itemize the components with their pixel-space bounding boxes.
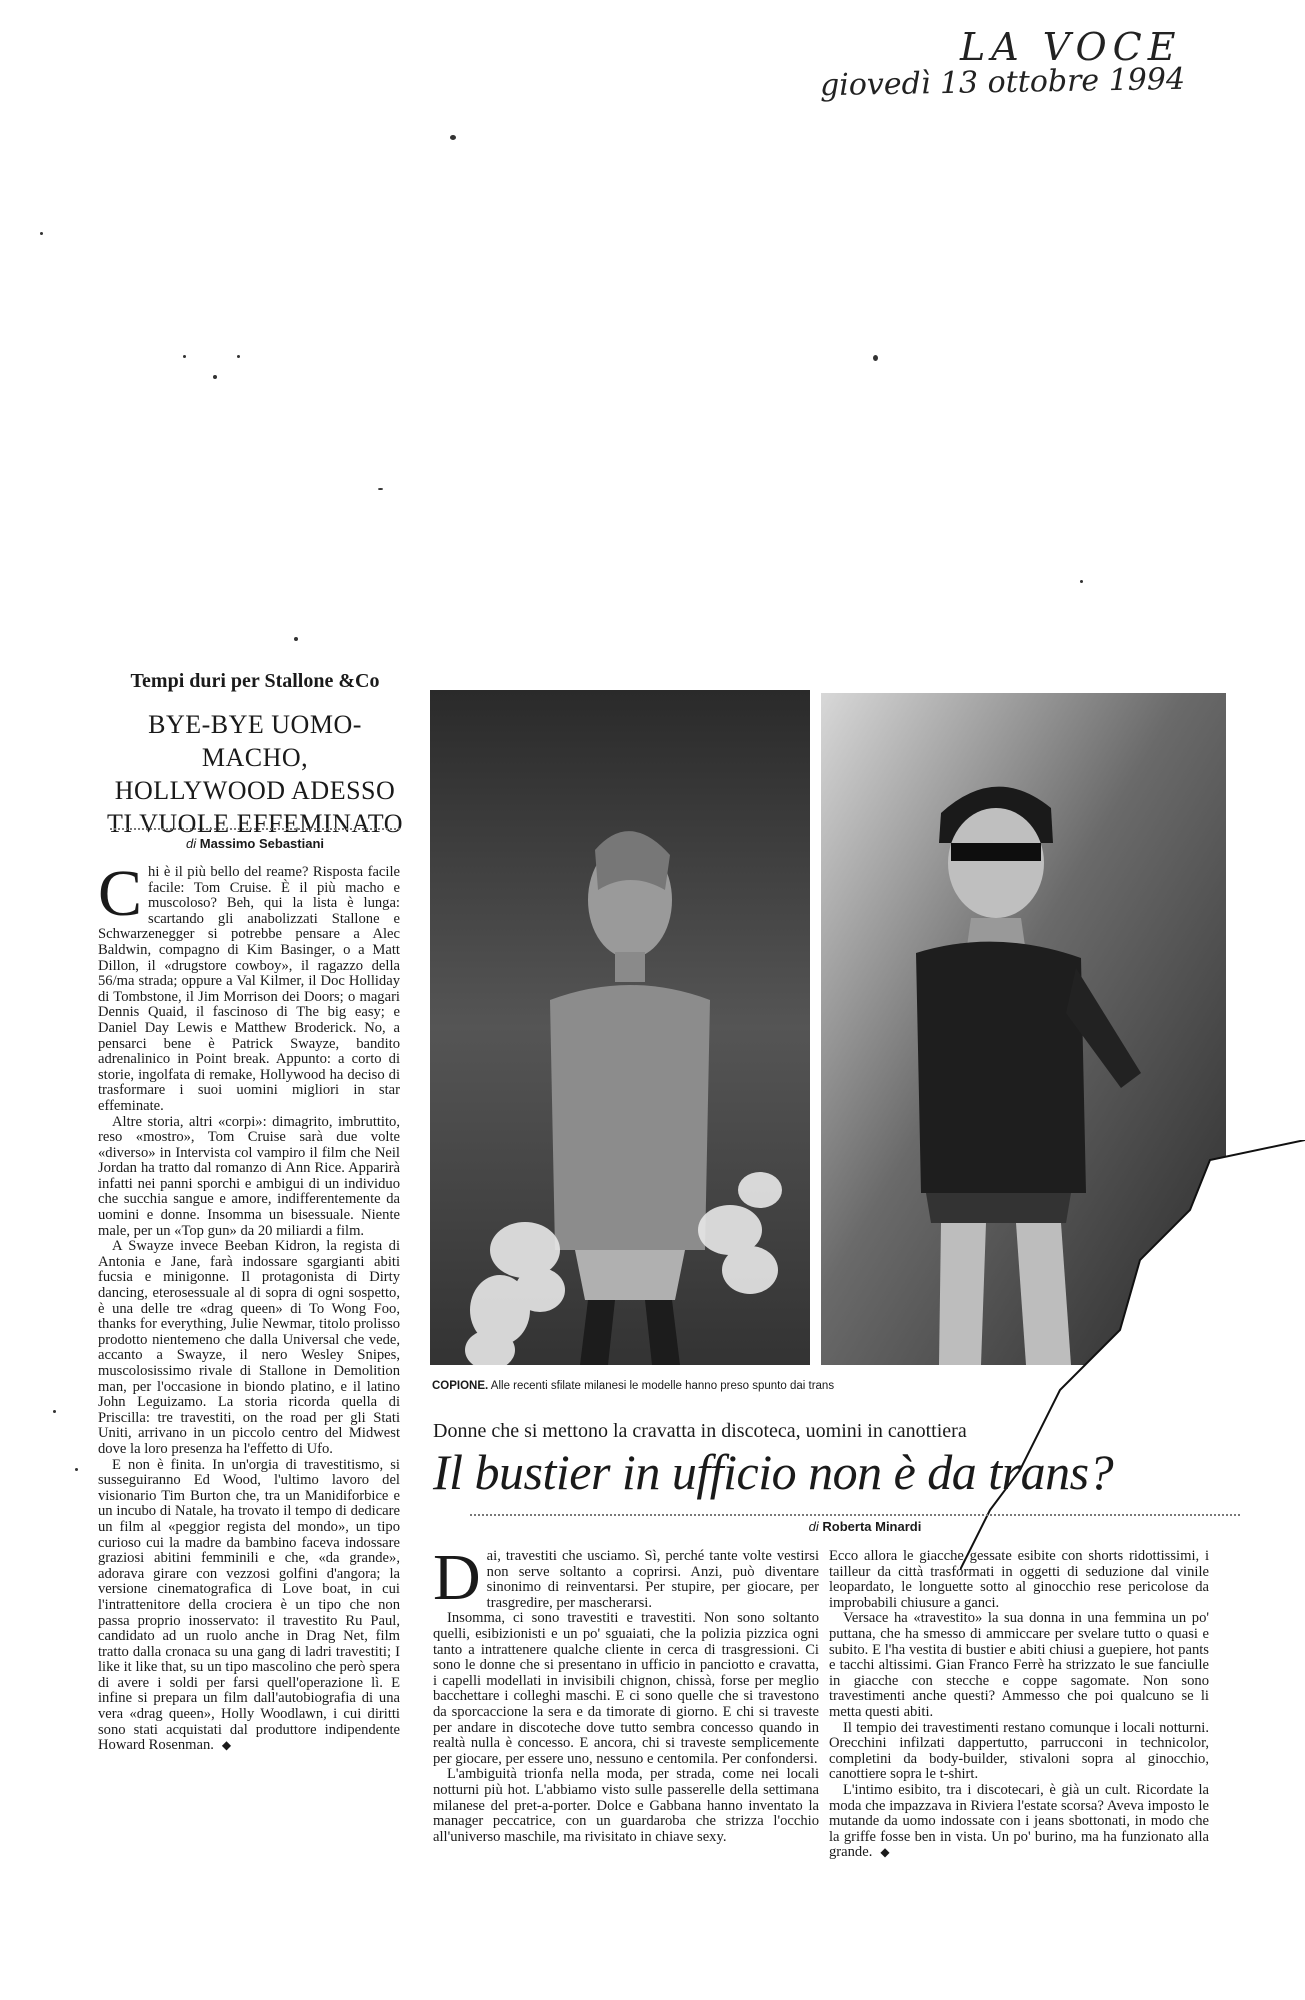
paragraph-text: ai, travestiti che usciamo. Sì, perché tante volte vestirsi non serve soltanto a coprirsi. Anzi, può diventare sinonimo di reinventarsi. Per stupire, per giocare, per trasgredire, per mascherarsi. bbox=[486, 1548, 819, 1611]
scan-speck bbox=[183, 355, 186, 358]
drop-cap: C bbox=[98, 857, 143, 930]
photo-caption bbox=[432, 1380, 1192, 1392]
handwritten-newspaper-name: LA VOCE bbox=[960, 25, 1182, 69]
byline-prefix: di bbox=[808, 1519, 819, 1534]
end-mark: ◆ bbox=[880, 1845, 890, 1860]
right-article-kicker: Donne che si mettono la cravatta in discoteca, uomini in canottiera bbox=[433, 1420, 967, 1442]
body-paragraph: Insomma, ci sono travestiti e travestiti. Non sono soltanto quelli, esibizionisti e un po' sguaiati, che la polizia pizzica ogni tanto a intrattenere qualche cliente in cerca di trasgressioni. Ci sono le donne che si presentano in ufficio in panciotto e cravatta, i capelli modellati in invisibili chignon, chissà, forse per meglio bacchettare i colleghi maschi. E ci sono quelle che si travestono da sporcaccione la sera e da timorate di giorno. E chi si traveste per andare in discoteche dove tutto sembra concesso quando in realtà nulla è concesso. E ancora, chi si traveste semplicemente per giocare, per essere uno, nessuno e centomila. Per confondersi. bbox=[433, 1610, 819, 1767]
paragraph-text: L'intimo esibito, tra i discotecari, è già un cult. Ricordate la moda che impazzava in Riviera l'estate scorsa? Aveva imposto le mutande da uomo indossate con i jeans sbottonati, in modo che la griffe fosse ben in vista. Un po' burino, ma ha funzionato alla grande. bbox=[829, 1781, 1209, 1861]
body-paragraph: A Swayze invece Beeban Kidron, la regista di Antonia e Jane, farà indossare sgargianti abiti fucsia e minigonne. Il protagonista di Dirty dancing, eterosessuale al di sopra di ogni sospetto, è una delle tre «drag queen» di To Wong Foo, thanks for everything, Julie Newmar, titolo prolisso prodotto nientemeno che dalla Universal che vede, accanto a Swayze, il nero Wesley Snipes, muscolosissimo rivale di Stallone in Demolition man, per l'occasione in biondo platino, e il latino John Leguizamo. La storia ricorda quella di Priscilla: tre travestiti, on the road per gli Stati Uniti, arrivano in un piccolo centro del Midwest dove la loro presenza ha l'effetto di Ufo. bbox=[98, 1238, 400, 1457]
scan-speck bbox=[75, 1468, 78, 1471]
right-article-column-1 bbox=[433, 1541, 819, 1845]
headline-line: BYE-BYE UOMO-MACHO, bbox=[148, 710, 362, 772]
body-paragraph: Il tempio dei travestimenti restano comunque i locali notturni. Orecchini infilzati dappertutto, parrucconi in technicolor, completini da body-builder, stivaloni sopra al ginocchio, canottiere sopra le t-shirt. bbox=[829, 1719, 1209, 1783]
headline-line: TI VUOLE EFFEMINATO bbox=[107, 809, 403, 838]
body-paragraph bbox=[98, 1458, 400, 1754]
body-paragraph bbox=[829, 1783, 1209, 1861]
body-paragraph bbox=[98, 857, 400, 1115]
dotted-rule bbox=[470, 1514, 1240, 1516]
scan-speck bbox=[378, 488, 383, 490]
scan-speck bbox=[450, 135, 456, 140]
scan-speck bbox=[40, 232, 43, 235]
right-article-headline: Il bustier in ufficio non è da trans? bbox=[433, 1444, 1114, 1500]
scan-speck bbox=[213, 375, 217, 379]
scan-speck bbox=[294, 637, 298, 641]
scan-speck bbox=[873, 355, 878, 361]
right-article-byline bbox=[700, 1519, 1030, 1534]
runway-photo-model-feather-boa bbox=[430, 690, 810, 1365]
dotted-rule bbox=[110, 828, 400, 830]
body-paragraph bbox=[433, 1541, 819, 1614]
left-article-kicker: Tempi duri per Stallone &Co bbox=[130, 670, 380, 692]
caption-label: COPIONE. bbox=[432, 1380, 489, 1392]
scan-speck bbox=[237, 355, 240, 358]
drop-cap: D bbox=[433, 1541, 481, 1614]
end-mark: ◆ bbox=[221, 1738, 232, 1753]
scan-speck bbox=[1080, 580, 1083, 583]
caption-text: Alle recenti sfilate milanesi le modelle hanno preso spunto dai trans bbox=[490, 1380, 835, 1392]
handwritten-date: giovedì 13 ottobre 1994 bbox=[819, 61, 1186, 104]
byline-author: Massimo Sebastiani bbox=[199, 836, 325, 851]
scan-speck bbox=[53, 1410, 56, 1413]
body-paragraph: Altre storia, altri «corpi»: dimagrito, imbruttito, reso «mostro», Tom Cruise sarà due volte «diverso» in Intervista col vampiro il film che Neil Jordan ha tratto dal romanzo di Ann Rice. Apparirà infatti nei panni sporchi e ambigui di un individuo che succhia sangue e amore, indifferentemente da uomini e donne. Insomma un bisessuale. Niente male, per un «Top gun» da 20 miliardi a film. bbox=[98, 1113, 400, 1239]
byline-author: Roberta Minardi bbox=[822, 1519, 922, 1534]
headline-line: HOLLYWOOD ADESSO bbox=[114, 776, 396, 805]
body-paragraph: Versace ha «travestito» la sua donna in una femmina un po' puttana, che ha smesso di ammiccare per svelare tutto o quasi e subito. E l'ha vestita di bustier e abiti chiusi a guepiere, hot pants e tacchi altissimi. Gian Franco Ferrè ha strizzato le sue fanciulle in giacche con stecche e coppe sagomate. Non sono travestimenti anche questi? Ammesso che poi qualcuno se li metta questi abiti. bbox=[829, 1610, 1209, 1720]
body-paragraph: Ecco allora le giacche gessate esibite con shorts ridottissimi, i tailleur da città trasformati in oggetti di seduzione dal vinile leopardato, le longuette sotto al ginocchio rese pericolose da improbabili chiusure a ganci. bbox=[829, 1548, 1209, 1611]
paragraph-text: E non è finita. In un'orgia di travestitismo, si susseguiranno Ed Wood, l'ultimo lavoro del visionario Tim Burton che, tra un Manidiforbice e un incubo di Natale, ha trovato il tempo di dedicare un film al «peggior regista del mondo», un tipo curioso cui la madre da bambino faceva indossare graziosi abitini femminili e che, «da grande», adorava girare con vezzosi golfini d'angora; la versione cinematografica di Love boat, in cui l'intrattenitore della crociera è un tipo che non passa proprio inosservato: il travestito Ru Paul, candidato ad un ruolo anche in Drag Net, film tratto dalla cronaca su una gang di ladri travestiti; I like it like that, su un tipo mascolino che però spera di avere i soldi per farsi quell'operazione lì. E infine si prepara un film dall'autobiografia di una vera «drag queen», Holly Woodlawn, i cui diritti sono stati acquistati dal produttore indipendente Howard Rosenman. bbox=[98, 1456, 400, 1754]
right-article-column-2 bbox=[829, 1549, 1209, 1861]
left-article-byline bbox=[110, 836, 400, 851]
torn-paper-edge bbox=[960, 1140, 1305, 1570]
paragraph-text: hi è il più bello del reame? Risposta facile facile: Tom Cruise. È il più macho e muscoloso? Beh, qui la lista è lunga: scartando gli anabolizzati Stallone e Schwarzenegger si potrebbe pensare a Alec Baldwin, compagno di Kim Basinger, o a Matt Dillon, il «drugstore cowboy», il ragazzo della 56/ma strada; oppure a Val Kilmer, il Doc Holliday di Tombstone, il Jim Morrison dei Doors; o magari Dennis Quaid, il fascinoso di The big easy; e Daniel Day Lewis e Matthew Broderick. No, a pensarci bene è Patrick Swayze, bandito adrenalinico in Point break. Appunto: a corto di storie, ingolfata di remake, Hollywood ha deciso di trasformare i suoi uomini migliori in star effeminate. bbox=[98, 864, 400, 1114]
left-article-headline bbox=[95, 708, 415, 840]
byline-prefix: di bbox=[185, 836, 197, 851]
left-article-body bbox=[98, 857, 400, 1754]
body-paragraph: L'ambiguità trionfa nella moda, per strada, come nei locali notturni più hot. L'abbiamo visto sulle passerelle della settimana milanese del pret-a-porter. Dolce e Gabbana hanno inventato la manager peccatrice, con un guardaroba che strizza l'occhio all'universo maschile, ma rivisitato in chiave sexy. bbox=[433, 1766, 819, 1845]
